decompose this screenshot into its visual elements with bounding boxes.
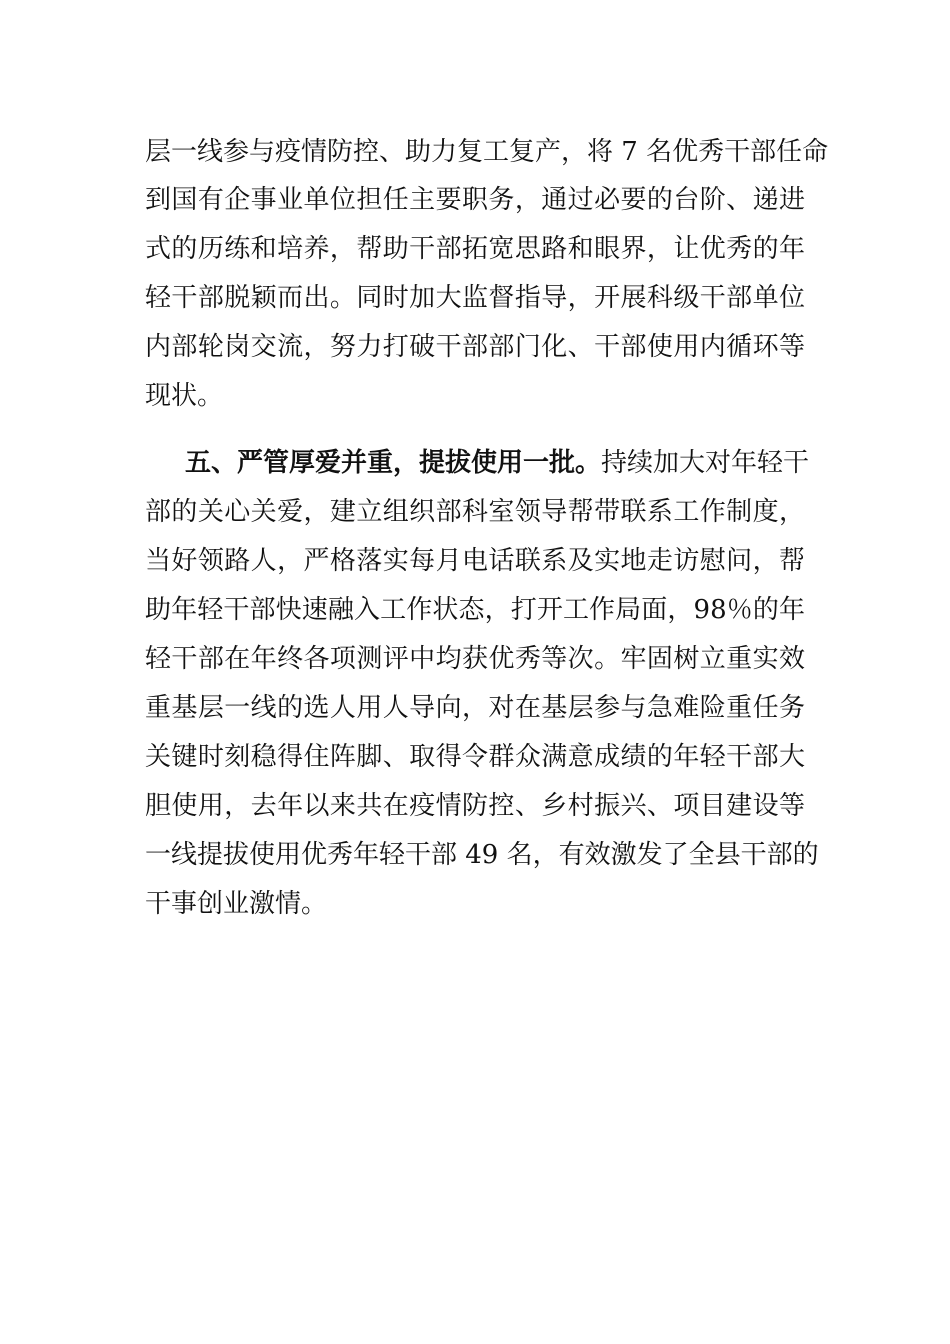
paragraph-2-line-5: 轻干部在年终各项测评中均获优秀等次。牢固树立重实效 <box>145 644 805 674</box>
paragraph-2-line-4: 助年轻干部快速融入工作状态，打开工作局面，98％的年 <box>145 595 805 625</box>
paragraph-2-line-6: 重基层一线的选人用人导向，对在基层参与急难险重任务 <box>145 693 805 723</box>
paragraph-2-line-9: 一线提拔使用优秀年轻干部 49 名，有效激发了全县干部的 <box>145 840 819 870</box>
section-heading: 五、严管厚爱并重，提拔使用一批。 <box>185 448 602 478</box>
paragraph-2-line-3: 当好领路人，严格落实每月电话联系及实地走访慰问，帮 <box>145 546 805 576</box>
paragraph-1-line-2: 到国有企事业单位担任主要职务，通过必要的台阶、递进 <box>145 185 805 215</box>
paragraph-2-line-7: 关键时刻稳得住阵脚、取得令群众满意成绩的年轻干部大 <box>145 742 805 772</box>
paragraph-2-line-8: 胆使用，去年以来共在疫情防控、乡村振兴、项目建设等 <box>145 791 805 821</box>
paragraph-2-line-2: 部的关心关爱，建立组织部科室领导帮带联系工作制度， <box>145 497 805 527</box>
paragraph-2-line-1 <box>185 443 810 483</box>
paragraph-1-line-3: 式的历练和培养，帮助干部拓宽思路和眼界，让优秀的年 <box>145 234 805 264</box>
paragraph-2-line-10: 干事创业激情。 <box>145 889 328 919</box>
paragraph-1-line-4: 轻干部脱颖而出。同时加大监督指导，开展科级干部单位 <box>145 283 805 313</box>
paragraph-2-line-1-rest: 持续加大对年轻干 <box>601 448 810 478</box>
paragraph-1-line-5: 内部轮岗交流，努力打破干部部门化、干部使用内循环等 <box>145 332 805 362</box>
paragraph-1-line-6: 现状。 <box>145 381 224 411</box>
paragraph-1-line-1: 层一线参与疫情防控、助力复工复产，将 7 名优秀干部任命 <box>145 137 829 167</box>
